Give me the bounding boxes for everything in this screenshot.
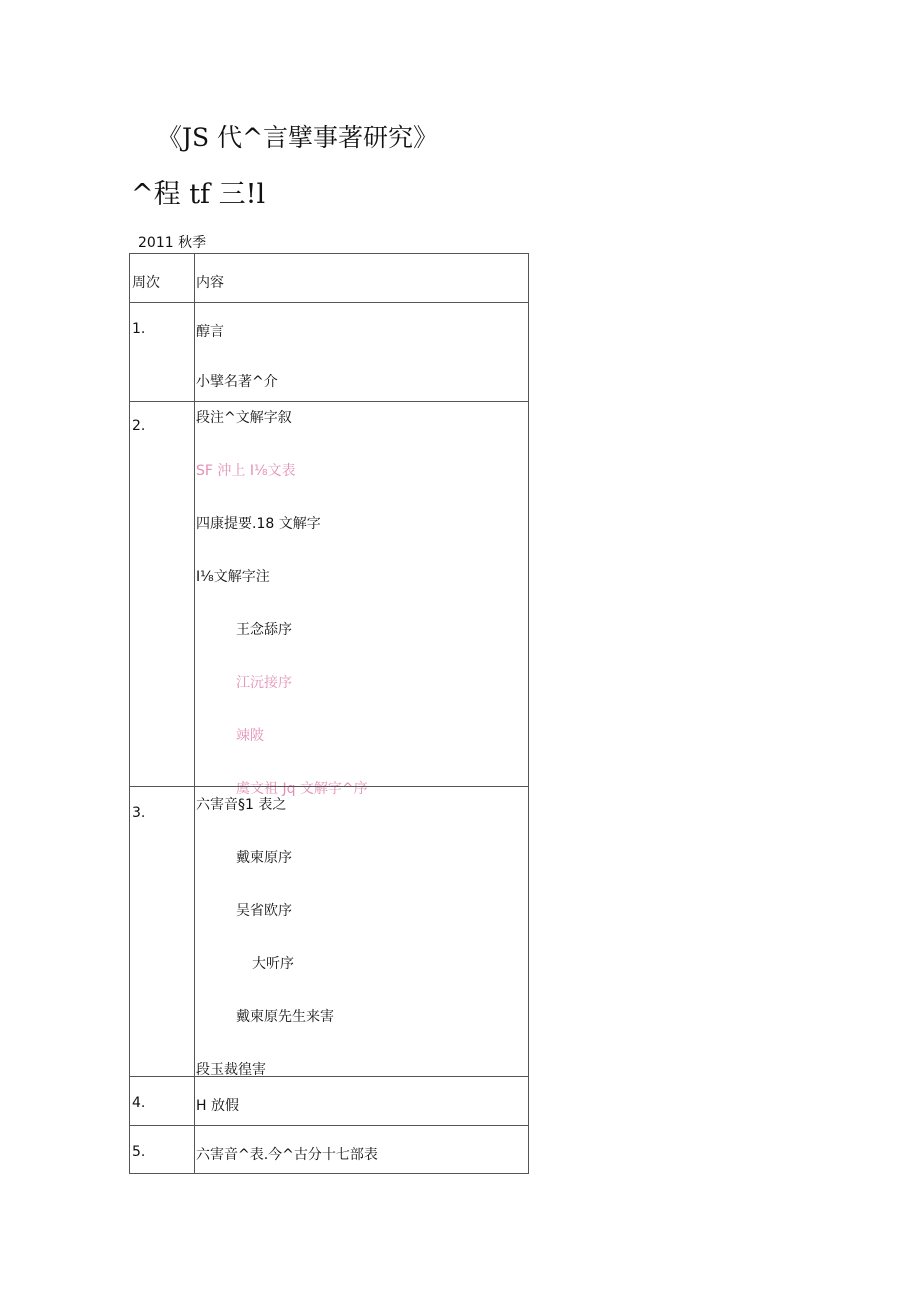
clipped-line-wrapper: [195, 774, 528, 797]
content-line: 四康提要.18 文解字: [196, 516, 321, 532]
row-divider: [130, 786, 528, 787]
season-label: 2011 秋季: [138, 235, 207, 251]
header-week: 周次: [132, 275, 160, 291]
content-line: 吴省欧序: [236, 903, 292, 919]
content-line: 竦陂: [236, 728, 264, 744]
row-divider: [130, 1125, 528, 1126]
content-line: 虞文祖 Jq 文解字^序: [236, 781, 368, 797]
content-line: SF 沖上 I⅛文表: [196, 463, 296, 479]
content-line: 六害音^表.今^古分十七部表: [196, 1147, 378, 1163]
row-divider: [130, 401, 528, 402]
document-title: 《JS 代^言擘事著研究》: [157, 123, 439, 152]
header-content: 内容: [196, 275, 224, 291]
content-line: I⅛文解字注: [196, 569, 270, 585]
content-line: 江沅接序: [236, 675, 292, 691]
content-line: 段玉裁徨害: [196, 1062, 266, 1078]
week-number: 2.: [132, 418, 146, 434]
row-divider: [130, 302, 528, 303]
content-line: 戴柬原先生来害: [236, 1009, 334, 1025]
content-line: 戴柬原序: [236, 850, 292, 866]
column-divider: [194, 254, 195, 1173]
content-line: 小擘名著^介: [196, 374, 278, 390]
schedule-table: [129, 253, 529, 1174]
content-line: 王念舔序: [236, 622, 292, 638]
week-number: 5.: [132, 1144, 146, 1160]
content-line: 醇言: [196, 324, 224, 340]
content-line: 大听序: [252, 956, 294, 972]
content-line: 段注^文解字叙: [196, 410, 292, 426]
content-line: 六害音§1 表之: [196, 797, 287, 813]
week-number: 1.: [132, 321, 146, 337]
document-subtitle: ^程 tf 三!l: [131, 179, 266, 210]
row-divider: [130, 1076, 528, 1077]
week-number: 4.: [132, 1095, 146, 1111]
week-number: 3.: [132, 805, 146, 821]
content-line: H 放假: [196, 1098, 239, 1114]
